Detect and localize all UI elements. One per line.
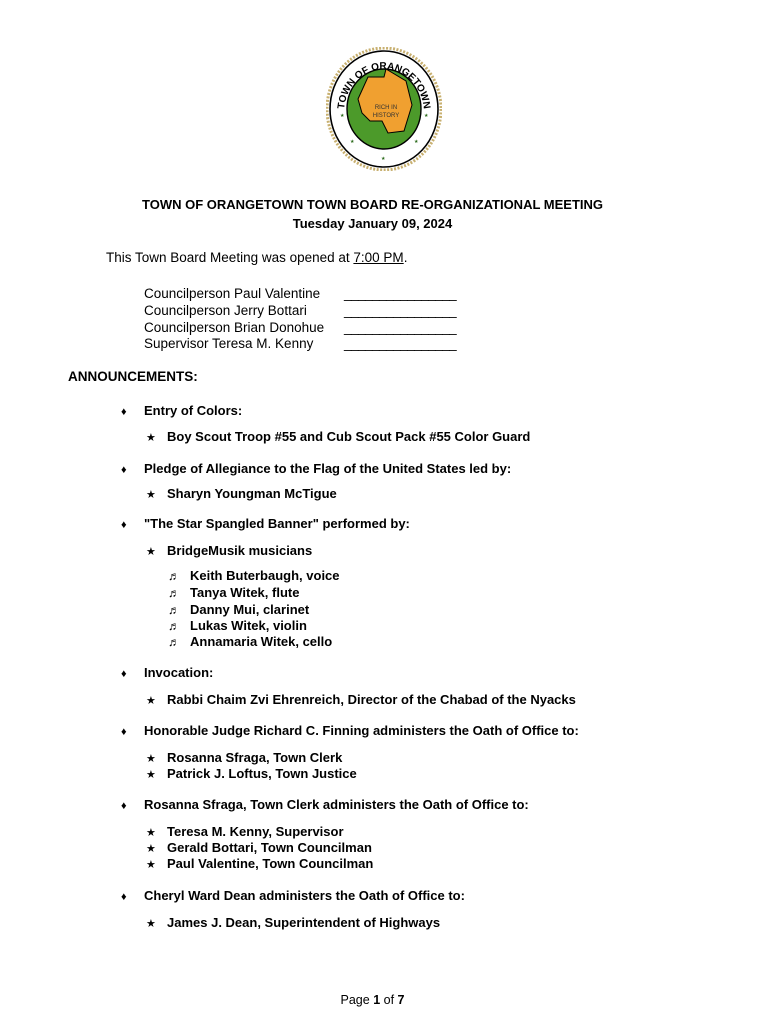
star-bullet-icon: ★ xyxy=(146,918,156,930)
music-note-icon: ♬ xyxy=(168,619,180,633)
sub-item-text: Rosanna Sfraga, Town Clerk xyxy=(167,750,343,765)
star-bullet-icon: ★ xyxy=(146,432,156,444)
announcement-text: Entry of Colors: xyxy=(144,403,243,418)
sub-item-text: Gerald Bottari, Town Councilman xyxy=(167,840,372,855)
diamond-bullet-icon: ♦ xyxy=(121,406,127,418)
announcement-sub-item xyxy=(146,429,530,444)
meeting-opened-text xyxy=(106,250,407,265)
sub-item-text: Teresa M. Kenny, Supervisor xyxy=(167,824,344,839)
diamond-bullet-icon: ♦ xyxy=(121,464,127,476)
diamond-bullet-icon: ♦ xyxy=(121,668,127,680)
announcement-sub-item xyxy=(146,915,440,930)
music-note-icon: ♬ xyxy=(168,635,180,649)
roll-call-row xyxy=(144,286,457,301)
page-footer xyxy=(0,993,745,1007)
announcement-sub-item xyxy=(146,824,344,839)
town-seal-logo xyxy=(326,47,442,171)
musician-item xyxy=(168,568,340,583)
star-bullet-icon: ★ xyxy=(146,769,156,781)
announcement-item xyxy=(121,516,410,531)
meeting-date: Tuesday January 09, 2024 xyxy=(292,216,453,231)
svg-text:★: ★ xyxy=(424,113,429,119)
roll-call-name: Councilperson Brian Donohue xyxy=(144,320,325,335)
musician-item xyxy=(168,618,307,633)
sub-item-text: Rabbi Chaim Zvi Ehrenreich, Director of the Chabad of the Nyacks xyxy=(167,692,576,707)
musician-text: Keith Buterbaugh, voice xyxy=(190,568,340,583)
roll-call-name: Supervisor Teresa M. Kenny xyxy=(144,336,314,351)
seal-inner-text-1: RICH IN xyxy=(374,105,398,111)
musician-text: Annamaria Witek, cello xyxy=(190,634,333,649)
announcement-text: Invocation: xyxy=(144,665,214,680)
announcement-item xyxy=(121,797,529,812)
announcement-text: Pledge of Allegiance to the Flag of the United States led by: xyxy=(144,461,512,476)
sub-item-text: Sharyn Youngman McTigue xyxy=(167,486,337,501)
music-note-icon: ♬ xyxy=(168,586,180,600)
footer-middle: of xyxy=(380,993,398,1007)
star-bullet-icon: ★ xyxy=(146,489,156,501)
signature-line: ________________ xyxy=(344,336,457,351)
footer-current-page: 1 xyxy=(373,993,381,1007)
footer-total-pages: 7 xyxy=(397,993,405,1007)
sub-item-text: BridgeMusik musicians xyxy=(167,543,313,558)
diamond-bullet-icon: ♦ xyxy=(121,891,127,903)
star-bullet-icon: ★ xyxy=(146,827,156,839)
announcement-sub-item xyxy=(146,486,337,501)
announcement-sub-item xyxy=(146,856,373,871)
sub-item-text: Paul Valentine, Town Councilman xyxy=(167,856,374,871)
announcement-text: Honorable Judge Richard C. Finning administers the Oath of Office to: xyxy=(144,723,579,738)
musician-text: Lukas Witek, violin xyxy=(190,618,307,633)
announcement-sub-item xyxy=(146,750,342,765)
announcement-sub-item xyxy=(146,543,312,558)
star-bullet-icon: ★ xyxy=(146,859,156,871)
announcement-item xyxy=(121,888,465,903)
roll-call-name: Councilperson Jerry Bottari xyxy=(144,303,307,318)
roll-call-row xyxy=(144,303,457,318)
star-bullet-icon: ★ xyxy=(146,546,156,558)
opened-prefix: This Town Board Meeting was opened at xyxy=(106,250,354,265)
musician-text: Tanya Witek, flute xyxy=(190,585,300,600)
signature-line: ________________ xyxy=(344,303,457,318)
announcement-text: Rosanna Sfraga, Town Clerk administers the Oath of Office to: xyxy=(144,797,529,812)
opened-time: 7:00 PM xyxy=(353,250,404,265)
announcement-sub-item xyxy=(146,840,372,855)
star-bullet-icon: ★ xyxy=(146,753,156,765)
svg-text:★: ★ xyxy=(414,139,419,145)
announcement-item xyxy=(121,461,511,476)
musician-item xyxy=(168,585,299,600)
signature-line: ________________ xyxy=(344,320,457,335)
announcement-item xyxy=(121,665,213,680)
musician-item xyxy=(168,602,309,617)
sub-item-text: Patrick J. Loftus, Town Justice xyxy=(167,766,357,781)
musician-item xyxy=(168,634,332,649)
music-note-icon: ♬ xyxy=(168,569,180,583)
announcement-item xyxy=(121,403,242,418)
announcement-sub-item xyxy=(146,692,576,707)
signature-line: ________________ xyxy=(344,286,457,301)
sub-item-text: James J. Dean, Superintendent of Highways xyxy=(167,915,441,930)
diamond-bullet-icon: ♦ xyxy=(121,800,127,812)
svg-text:★: ★ xyxy=(340,113,345,119)
announcement-item xyxy=(121,723,579,738)
roll-call-name: Councilperson Paul Valentine xyxy=(144,286,321,301)
announcements-heading: ANNOUNCEMENTS: xyxy=(68,369,198,384)
diamond-bullet-icon: ♦ xyxy=(121,726,127,738)
announcement-text: "The Star Spangled Banner" performed by: xyxy=(144,516,410,531)
roll-call-row xyxy=(144,336,457,351)
seal-inner-text-2: HISTORY xyxy=(372,113,400,119)
announcement-text: Cheryl Ward Dean administers the Oath of Office to: xyxy=(144,888,465,903)
star-bullet-icon: ★ xyxy=(146,843,156,855)
announcement-sub-item xyxy=(146,766,357,781)
musician-text: Danny Mui, clarinet xyxy=(190,602,310,617)
diamond-bullet-icon: ♦ xyxy=(121,519,127,531)
opened-suffix: . xyxy=(403,250,408,265)
seal-ring-text: TOWN OF ORANGETOWN xyxy=(336,60,432,110)
svg-text:★: ★ xyxy=(381,156,386,162)
music-note-icon: ♬ xyxy=(168,603,180,617)
svg-text:★: ★ xyxy=(350,139,355,145)
star-bullet-icon: ★ xyxy=(146,695,156,707)
footer-prefix: Page xyxy=(340,993,374,1007)
roll-call-row xyxy=(144,320,457,335)
meeting-title: TOWN OF ORANGETOWN TOWN BOARD RE-ORGANIZATIONAL MEETING xyxy=(142,197,603,212)
sub-item-text: Boy Scout Troop #55 and Cub Scout Pack #55 Color Guard xyxy=(167,429,531,444)
